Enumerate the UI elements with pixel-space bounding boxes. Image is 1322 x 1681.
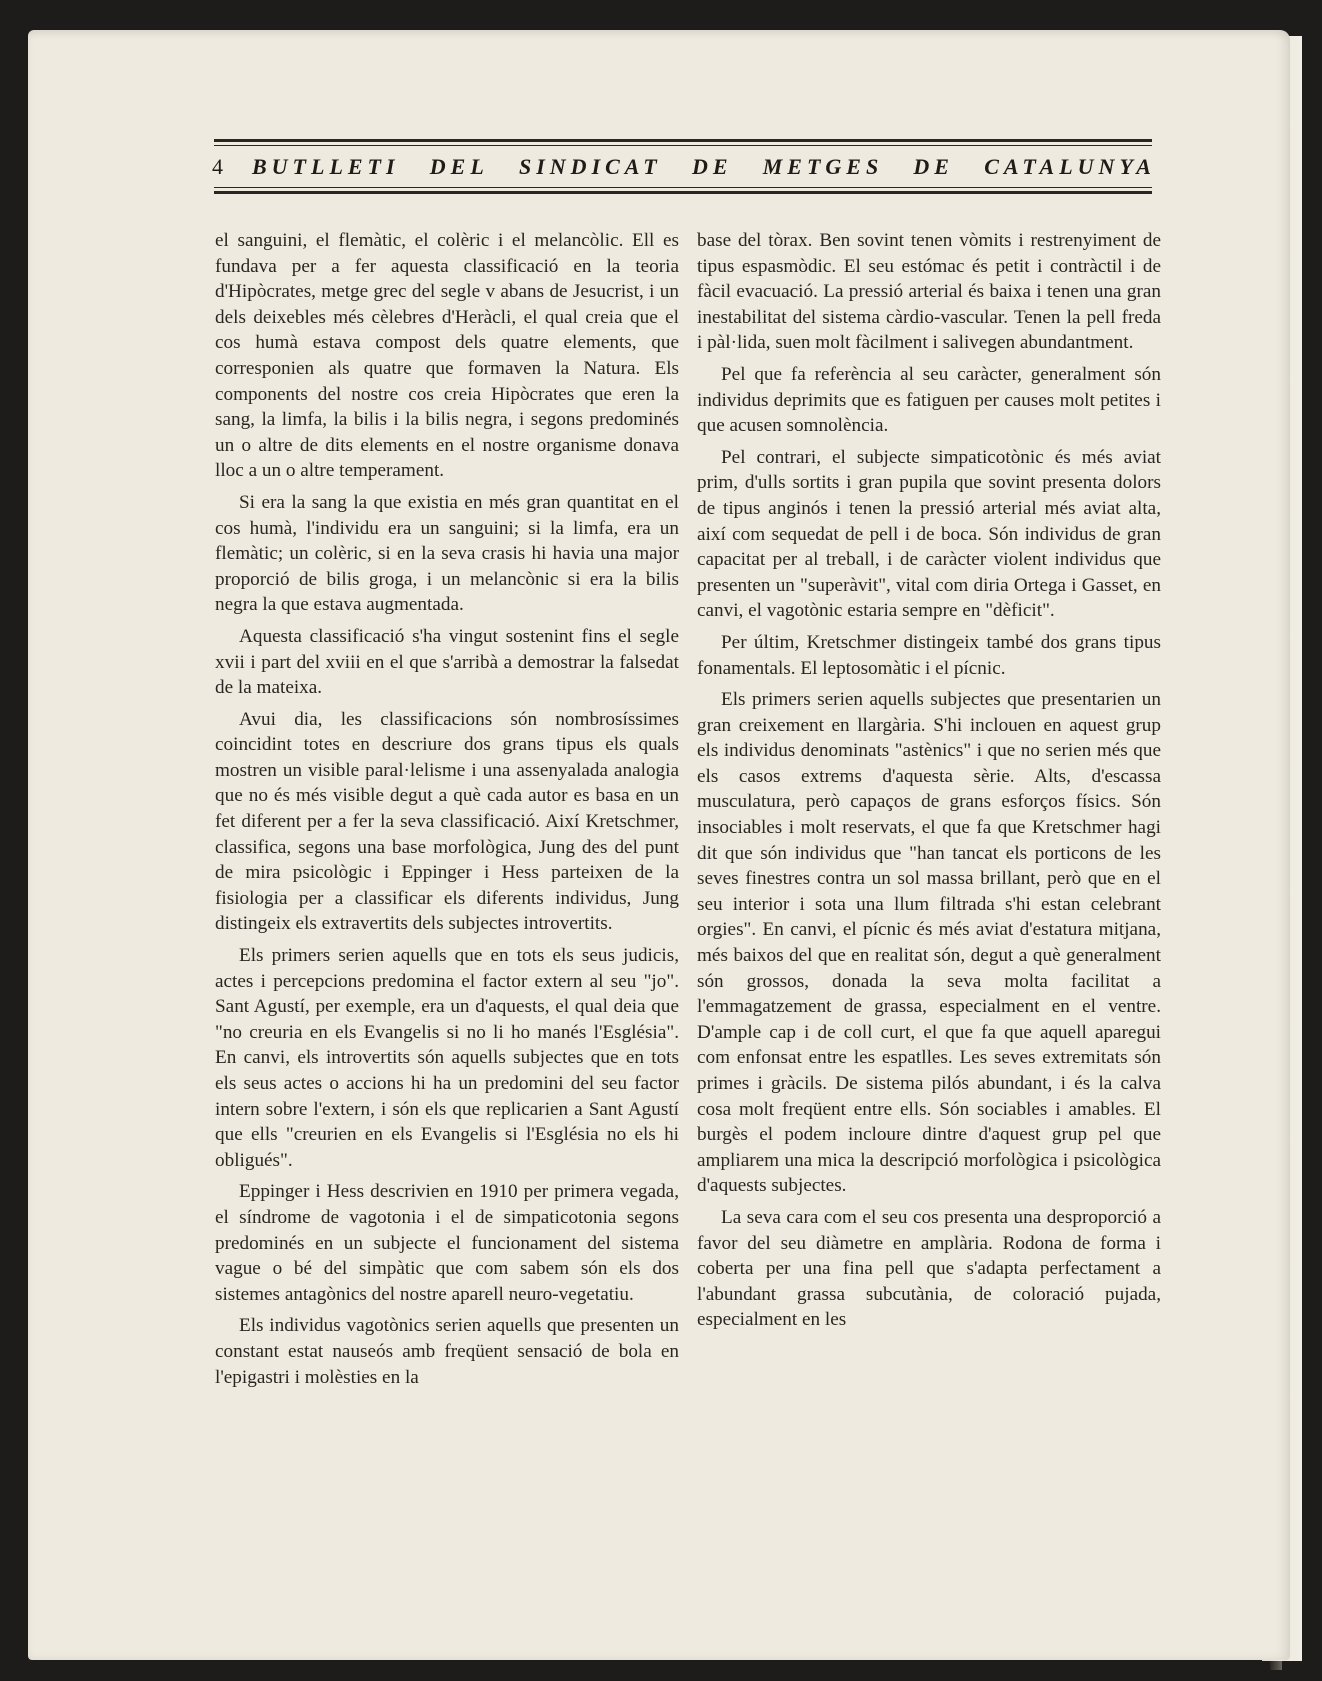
title-word: DE bbox=[913, 154, 954, 179]
title-word: SINDICAT bbox=[519, 154, 662, 179]
paragraph: Pel que fa referència al seu caràcter, generalment són individus deprimits que es fatiguen per causes molt petites i que acusen somnolència. bbox=[697, 363, 1161, 437]
right-column bbox=[697, 228, 1161, 1333]
paragraph: Els primers serien aquells subjectes que presentarien un gran creixement en llargària. S'hi inclouen en aquest grup els individus denominats "astènics" i que no serien més que els casos extrems d'aquesta sèrie. Alts, d'escassa musculatura, però capaços de grans esforços físics. Són insociables i molt reservats, el que fa que Kretschmer hagi dit que són individus que "han tancat els porticons de les seves finestres contra un sol massa brillant, però que en el seu interior i sota una llum filtrada s'hi estan celebrant orgies". En canvi, el pícnic és més aviat d'estatura mitjana, més baixos del que en realitat són, degut a què generalment són grossos, donada la seva molta facilitat a l'emmagatzement de grassa, especialment en el ventre. D'ample cap i de coll curt, el que fa que aquell aparegui com enfonsat entre les espatlles. Les seves extremitats són primes i gràcils. De sistema pilós abundant, i és la calva cosa molt freqüent entre ells. Són sociables i amables. El burgès el podem incloure dintre d'aquest grup pel que ampliarem una mica la descripció morfològica i psicològica d'aquests subjectes. bbox=[697, 689, 1161, 1197]
running-header bbox=[212, 154, 1156, 184]
paragraph: La seva cara com el seu cos presenta una desproporció a favor del seu diàmetre en amplària. Rodona de forma i coberta per una fina pell que s'adapta perfectament a l'abundant grassa subcutània, de coloració pujada, especialment en les bbox=[697, 1206, 1161, 1331]
left-column bbox=[215, 228, 679, 1390]
paragraph: Avui dia, les classificacions són nombrosíssimes coincidint totes en descriure dos grans tipus els quals mostren un visible paral·lelisme i una assenyalada analogia que no és més visible degut a què cada autor es basa en un fet diferent per a fer la seva classificació. Així Kretschmer, classifica, segons una base morfològica, Jung des del punt de mira psicològic i Eppinger i Hess parteixen de la fisiologia per a classificar els diferents individus, Jung distingeix els extravertits dels subjectes introvertits. bbox=[215, 708, 679, 935]
paragraph: el sanguini, el flemàtic, el colèric i el melancòlic. Ell es fundava per a fer aquesta classificació en la teoria d'Hipòcrates, metge grec del segle v abans de Jesucrist, i un dels deixebles més cèlebres d'Heràcli, el qual creia que el cos humà estava compost dels quatre elements, que corresponien als quatre que formaven la Natura. Els components del nostre cos creia Hipòcrates que eren la sang, la limfa, la bilis i la bilis negra, i segons predominés un o altre de dits elements en el nostre organisme donava lloc a un o altre temperament. bbox=[215, 230, 679, 482]
header-rule-bottom bbox=[214, 187, 1152, 194]
paragraph: Pel contrari, el subjecte simpaticotònic és més aviat prim, d'ulls sortits i gran pupila que sovint presenta dolors de tipus anginós i tenen la pressió arterial més aviat alta, així com sequedat de pell i de boca. Són individus de gran capacitat per al treball, i de caràcter violent individus que presenten un "superàvit", vital com diria Ortega i Gasset, en canvi, el vagotònic estaria sempre en "dèficit". bbox=[697, 446, 1161, 622]
paragraph: Si era la sang la que existia en més gran quantitat en el cos humà, l'individu era un sanguini; si la limfa, era un flemàtic; un colèric, si en la seva crasis hi havia una major proporció de bilis groga, i un melancònic si era la bilis negra la que estava augmentada. bbox=[215, 491, 679, 616]
running-title bbox=[252, 154, 1156, 180]
paragraph: Els primers serien aquells que en tots els seus judicis, actes i percepcions predomina el factor extern al seu "jo". Sant Agustí, per exemple, era un d'aquests, el qual deia que "no creuria en els Evangelis si no li ho manés l'Església". En canvi, els introvertits són aquells subjectes que en tots els seus actes o accions hi ha un predomini del seu factor intern sobre l'extern, i són els que replicarien a Sant Agustí que ells "creurien en els Evangelis si l'Església no els hi obligués". bbox=[215, 945, 679, 1171]
paragraph: Eppinger i Hess descrivien en 1910 per primera vegada, el síndrome de vagotonia i el de simpaticotonia segons predominés en un subjecte el funcionament del sistema vague o bé del simpàtic que com sabem són els dos sistemes antagònics del nostre aparell neuro-vegetatiu. bbox=[215, 1181, 679, 1305]
paragraph: Els individus vagotònics serien aquells que presenten un constant estat nauseós amb freqüent sensació de bola en l'epigastri i molèsties en la bbox=[215, 1315, 679, 1388]
title-word: DE bbox=[691, 154, 733, 179]
title-word: METGES bbox=[762, 154, 884, 179]
title-word: DEL bbox=[429, 154, 489, 179]
title-word: CATALUNYA bbox=[984, 154, 1156, 179]
page-number: 4 bbox=[212, 154, 223, 179]
paragraph: base del tòrax. Ben sovint tenen vòmits i restrenyiment de tipus espasmòdic. El seu estómac és petit i contràctil i de fàcil evacuació. La pressió arterial és baixa i tenen una gran inestabilitat del sistema càrdio-vascular. Tenen la pell freda i pàl·lida, suen molt fàcilment i salivegen abundantment. bbox=[697, 230, 1161, 354]
paragraph: Aquesta classificació s'ha vingut sostenint fins el segle xvii i part del xviii en el que s'arribà a demostrar la falsedat de la mateixa. bbox=[215, 625, 679, 699]
header-rule-top bbox=[214, 139, 1152, 146]
title-word: BUTLLETI bbox=[252, 154, 400, 179]
paragraph: Per últim, Kretschmer distingeix també dos grans tipus fonamentals. El leptosomàtic i el pícnic. bbox=[697, 631, 1161, 679]
